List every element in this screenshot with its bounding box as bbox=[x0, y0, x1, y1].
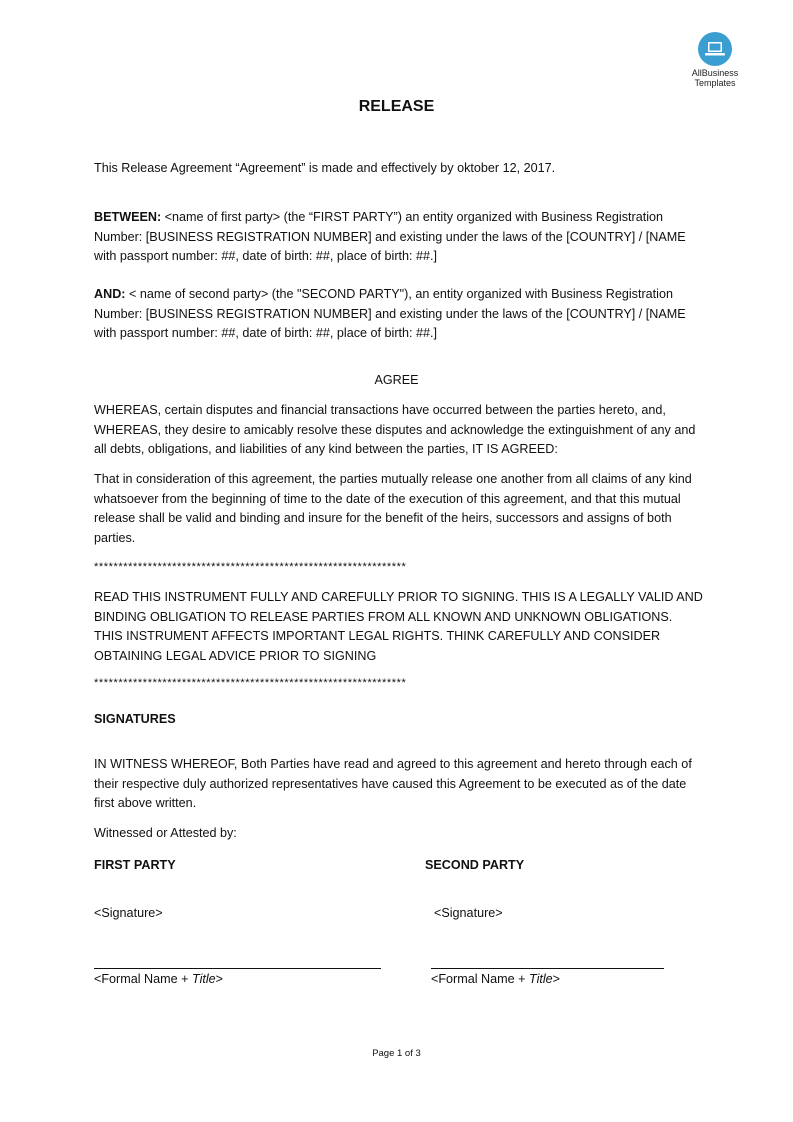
between-text: <name of first party> (the “FIRST PARTY”) an entity organized with Business Registration Number: [BUSINESS REGISTRATION NUMBER] and existing under the laws of the [COUNTRY] / [NAME with passport number: ##, date of birth: ##, place of birth: ##.] bbox=[94, 210, 686, 263]
witness-paragraph: IN WITNESS WHEREOF, Both Parties have read and agreed to this agreement and hereto through each of their respective duly authorized representatives have caused this Agreement to be executed as of the date first above written. bbox=[94, 757, 692, 810]
second-party-formal-name-text: <Formal Name + bbox=[431, 972, 529, 986]
first-party-formal-name-text: <Formal Name + bbox=[94, 972, 192, 986]
page-footer: Page 1 of 3 bbox=[372, 1048, 421, 1059]
witnessed-by-label: Witnessed or Attested by: bbox=[94, 826, 237, 840]
page-title: RELEASE bbox=[358, 98, 435, 115]
second-party-signature-line bbox=[431, 968, 664, 969]
between-label: BETWEEN: bbox=[94, 210, 162, 224]
and-text: < name of second party> (the "SECOND PARTY"), an entity organized with Business Registration Number: [BUSINESS REGISTRATION NUMBER] and existing under the laws of the [COUNTRY] / [NAME with passport number: ##, date of birth: ##, place of birth: ##.] bbox=[94, 287, 686, 340]
consideration-paragraph: That in consideration of this agreement, the parties mutually release one another from all claims of any kind whatsoever from the beginning of time to the date of the execution of this agreement, and that this mutual release shall be valid and binding and insure for the benefit of the heirs, successors and assigns of both parties. bbox=[94, 472, 692, 545]
first-party-signature: <Signature> bbox=[94, 906, 163, 920]
stars-divider-bottom: **************************************************************** bbox=[94, 677, 407, 689]
between-paragraph bbox=[94, 208, 704, 267]
second-party-signature: <Signature> bbox=[434, 906, 503, 920]
whereas-paragraph: WHEREAS, certain disputes and financial transactions have occurred between the parties hereto, and, WHEREAS, they desire to amicably resolve these disputes and acknowledge the extinguishment of any and all debts, obligations, and liabilities of any kind between the parties, IT IS AGREED: bbox=[94, 403, 696, 456]
intro-paragraph: This Release Agreement “Agreement” is made and effectively by oktober 12, 2017. bbox=[94, 161, 556, 175]
and-paragraph bbox=[94, 285, 704, 344]
first-party-formal-name bbox=[94, 972, 223, 986]
second-party-formal-name bbox=[431, 972, 560, 986]
second-party-close: > bbox=[552, 972, 561, 986]
first-party-heading: FIRST PARTY bbox=[94, 858, 176, 872]
stars-divider-top: **************************************************************** bbox=[94, 561, 407, 573]
warning-paragraph: READ THIS INSTRUMENT FULLY AND CAREFULLY PRIOR TO SIGNING. THIS IS A LEGALLY VALID AND BINDING OBLIGATION TO RELEASE PARTIES FROM ALL KNOWN AND UNKNOWN OBLIGATIONS. THIS INSTRUMENT AFFECTS IMPORTANT LEGAL RIGHTS. THINK CAREFULLY AND CONSIDER OBTAINING LEGAL ADVICE PRIOR TO SIGNING bbox=[94, 590, 703, 663]
second-party-heading: SECOND PARTY bbox=[425, 858, 525, 872]
signatures-heading: SIGNATURES bbox=[94, 712, 176, 726]
agree-heading: AGREE bbox=[374, 373, 419, 387]
first-party-signature-line bbox=[94, 968, 381, 969]
and-label: AND: bbox=[94, 287, 126, 301]
first-party-close: > bbox=[215, 972, 224, 986]
first-party-title-word: Title bbox=[191, 972, 216, 986]
logo-text-line1: AllBusiness bbox=[691, 68, 739, 78]
laptop-icon bbox=[698, 32, 732, 66]
logo-text-line2: Templates bbox=[694, 78, 736, 88]
second-party-title-word: Title bbox=[528, 972, 553, 986]
brand-logo bbox=[676, 32, 754, 88]
